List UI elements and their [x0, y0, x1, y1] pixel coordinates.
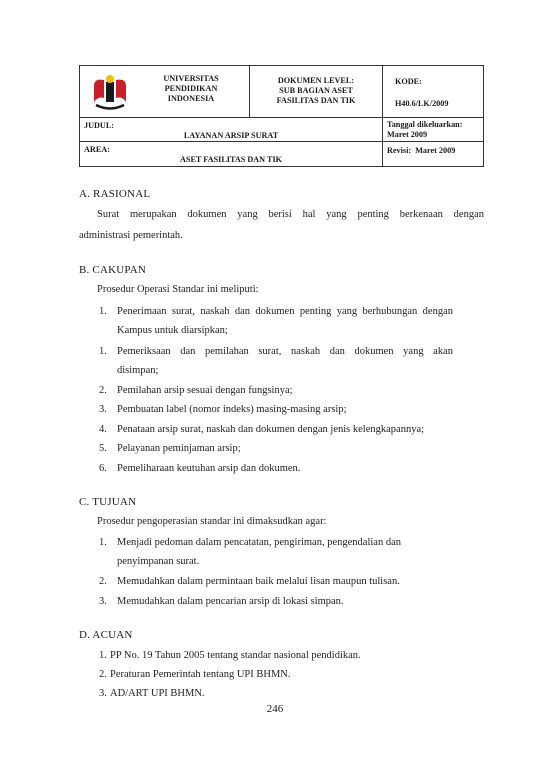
reference-item-number: 1.: [99, 650, 107, 661]
section-a-heading: A. RASIONAL: [79, 188, 151, 200]
scope-item-number: 6.: [99, 463, 107, 474]
document-header-table: [79, 65, 484, 167]
revision-cell: [383, 142, 483, 166]
document-level-cell: [250, 66, 383, 117]
reference-item-number: 2.: [99, 669, 107, 680]
scope-item-text-cont: disimpan;: [117, 365, 159, 376]
title-label: JUDUL:: [84, 121, 115, 130]
page-number: 246: [266, 703, 284, 715]
scope-item-text: Penerimaan surat, naskah dan dokumen penting yang berhubungan dengan: [117, 306, 453, 317]
scope-item-number: 5.: [99, 443, 107, 454]
issue-date-label: Tanggal dikeluarkan:: [387, 120, 463, 129]
area-cell: [80, 142, 383, 166]
section-a-text-line-1: Surat merupakan dokumen yang berisi hal yang penting berkenaan dengan: [97, 209, 484, 220]
scope-item-text: Pemeliharaan keutuhan arsip dan dokumen.: [117, 463, 301, 474]
document-level-label: DOKUMEN LEVEL:: [277, 76, 355, 85]
scope-item-number: 1.: [99, 346, 107, 357]
goal-item-text: Memudahkan dalam permintaan baik melalui lisan maupun tulisan.: [117, 576, 400, 587]
code-label: KODE:: [395, 77, 422, 86]
university-logo-icon: [90, 72, 130, 112]
scope-item-text: Pembuatan label (nomor indeks) masing-masing arsip;: [117, 404, 347, 415]
goal-item-text: Memudahkan dalam pencarian arsip di lokasi simpan.: [117, 596, 344, 607]
header-row-2: [80, 118, 483, 142]
issue-date-cell: [383, 118, 483, 141]
scope-item-number: 4.: [99, 424, 107, 435]
document-level-value-line-2: FASILITAS DAN TIK: [276, 96, 356, 105]
goal-item-text-cont: penyimpanan surat.: [117, 556, 200, 567]
university-name-line-1: UNIVERSITAS: [163, 74, 219, 83]
scope-item-text: Pelayanan peminjaman arsip;: [117, 443, 241, 454]
area-label: AREA:: [84, 145, 110, 154]
header-row-3: [80, 142, 483, 166]
reference-item-text: AD/ART UPI BHMN.: [110, 688, 205, 699]
area-value: ASET FASILITAS DAN TIK: [180, 155, 282, 164]
section-c-intro: Prosedur pengoperasian standar ini dimaksudkan agar:: [97, 516, 327, 527]
header-row-1: [80, 66, 483, 118]
scope-item-number: 1.: [99, 306, 107, 317]
goal-item-number: 3.: [99, 596, 107, 607]
scope-item-number: 3.: [99, 404, 107, 415]
goal-item-number: 2.: [99, 576, 107, 587]
scope-item-number: 2.: [99, 385, 107, 396]
document-level-value-line-1: SUB BAGIAN ASET: [279, 86, 353, 95]
university-name-line-3: INDONESIA: [167, 94, 215, 103]
section-d-heading: D. ACUAN: [79, 629, 133, 641]
reference-item-text: Peraturan Pemerintah tentang UPI BHMN.: [110, 669, 291, 680]
scope-item-text: Pemilahan arsip sesuai dengan fungsinya;: [117, 385, 293, 396]
reference-item-text: PP No. 19 Tahun 2005 tentang standar nasional pendidikan.: [110, 650, 361, 661]
scope-item-text: Pemeriksaan dan pemilahan surat, naskah dan dokumen yang akan: [117, 346, 453, 357]
university-cell: [80, 66, 250, 117]
university-name: [136, 74, 246, 104]
university-name-line-2: PENDIDIKAN: [164, 84, 218, 93]
section-b-heading: B. CAKUPAN: [79, 264, 147, 276]
goal-item-number: 1.: [99, 537, 107, 548]
scope-item-text: Penataan arsip surat, naskah dan dokumen dengan jenis kelengkapannya;: [117, 424, 425, 435]
section-b-intro: Prosedur Operasi Standar ini meliputi:: [97, 284, 259, 295]
section-a-text-line-2: administrasi pemerintah.: [79, 230, 183, 241]
revision-value: Revisi: Maret 2009: [387, 146, 456, 155]
goal-item-text: Menjadi pedoman dalam pencatatan, pengiriman, pengendalian dan: [117, 537, 401, 548]
title-value: LAYANAN ARSIP SURAT: [183, 131, 279, 140]
scope-item-text-cont: Kampus untuk diarsipkan;: [117, 325, 228, 336]
title-cell: [80, 118, 383, 141]
issue-date-value: Maret 2009: [387, 130, 428, 139]
section-c-heading: C. TUJUAN: [79, 496, 137, 508]
code-cell: [383, 66, 483, 117]
code-value: H40.6/LK/2009: [395, 99, 449, 108]
reference-item-number: 3.: [99, 688, 107, 699]
